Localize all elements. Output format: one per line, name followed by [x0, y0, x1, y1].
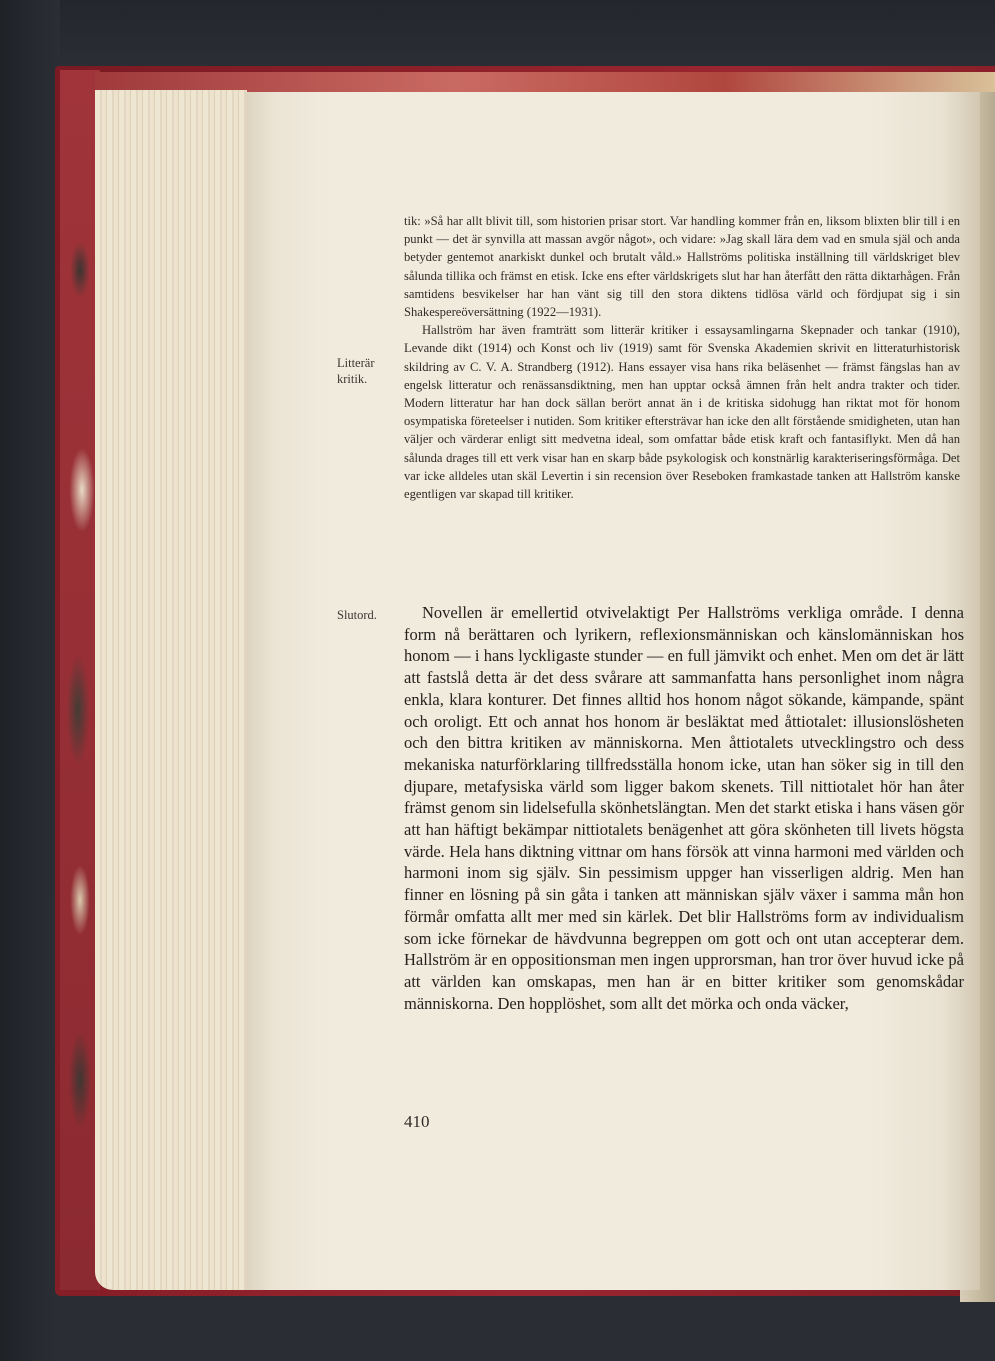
marbled-edge	[60, 70, 100, 1290]
book-page	[246, 92, 980, 1290]
margin-note-closing-word: Slutord.	[337, 608, 377, 622]
paragraph: Novellen är emellertid otvivelaktigt Per Hallströms verkliga område. I denna form nå berättaren och lyrikern, reflexionsmänniskan och känslomänniskan hos honom — i hans lyckligaste stunder — en full jämvikt och enhet. Men om det är lätt att fastslå detta är det dess svårare att sammanfatta hans personlighet inom några enkla, klara konturer. Det finnes alltid hos honom något sökande, kämpande, spänt och oroligt. Ett och annat hos honom är besläktat med åttiotalet: illusionslösheten och den bittra kritiken av människorna. Men åttiotalets utvecklingstro och dess mekaniska naturförklaring tillfredsställa honom icke, utan han söker sig in till den djupare, metafysiska värld som ligger bakom skenets. Till nittiotalet hör han åter främst genom sin lidelsefulla skönhetslängtan. Men det starkt etiska i hans väsen gör att han häftigt bekämpar nittiotalets benägenhet att göra skönheten till livets högsta värde. Hela hans diktning vittnar om hans försök att vinna harmoni med världen och harmoni inom sig själv. Sin pessimism uppger han visserligen aldrig. Men han finner en lösning på sin gåta i tanken att människan själv växer i samma mån hon förmår omfatta allt mer med sin kärlek. Det blir Hallströms form av individualism som icke förnekar de hävdvunna begreppen om gott och ont utan accepterar dem. Hallström är en oppositionsman men ingen upprorsman, han tror över huvud icke på att världen kan omskapas, men han är en bitter kritiker som genomskådar människorna. Den hopplöshet, som allt det mörka och onda väcker,	[404, 603, 964, 1013]
scan-background-left	[0, 0, 60, 1361]
page-stack-edge	[95, 90, 247, 1290]
margin-note-literary-criticism: Litterär kritik.	[337, 356, 375, 386]
page-number: 410	[404, 1112, 430, 1131]
small-print-text	[404, 212, 960, 503]
paragraph: Hallström har även framträtt som litterär kritiker i essaysamlingarna Skepnader och tankar (1910), Levande dikt (1914) och Konst och liv (1919) samt för Svenska Akademien skrivit en litteraturhistorisk skildring av C. V. A. Strandberg (1912). Hans essayer visa hans rika beläsenhet — främst fängslas han av engelsk litteratur och renässansdiktning, men han upptar också ämnen från helt andra trakter och tider. Modern litteratur har han dock sällan berört annat än i de kritiska sidohugg han riktat mot för honom osympatiska företeelser i nutiden. Som kritiker eftersträvar han icke den allt förstående smidigheten, utan han väljer och värderar enligt sitt medvetna ideal, som omfattar både etisk kraft och fantasiflykt. Men då han sålunda drages till ett verk visar han en skarp både psykologisk och konstnärlig karakteriseringsförmåga. Det var icke alldeles utan skäl Levertin i sin recension över Reseboken framkastade tanken att Hallström kanske egentligen var skapad till kritiker.	[404, 323, 960, 502]
paragraph: tik: »Så har allt blivit till, som historien prisar stort. Var handling kommer från en, liksom blixten blir till i en punkt — det är synvilla att massan avgör något», och vidare: »Jag skall lära dem vad en smula själ och anda betyder gentemot anarkiskt dunkel och brutalt våld.» Hallströms politiska inställning till världskriget blev sålunda tillika och främst en etisk. Icke ens efter världskrigets slut har han återfått den rätta diktarhågen. Från samtidens besvikelser har han vänt sig till den stora diktens tidlösa värld och fördjupat sig i sin Shakespereöversättning (1922—1931).	[404, 214, 960, 320]
main-text	[404, 602, 964, 1014]
